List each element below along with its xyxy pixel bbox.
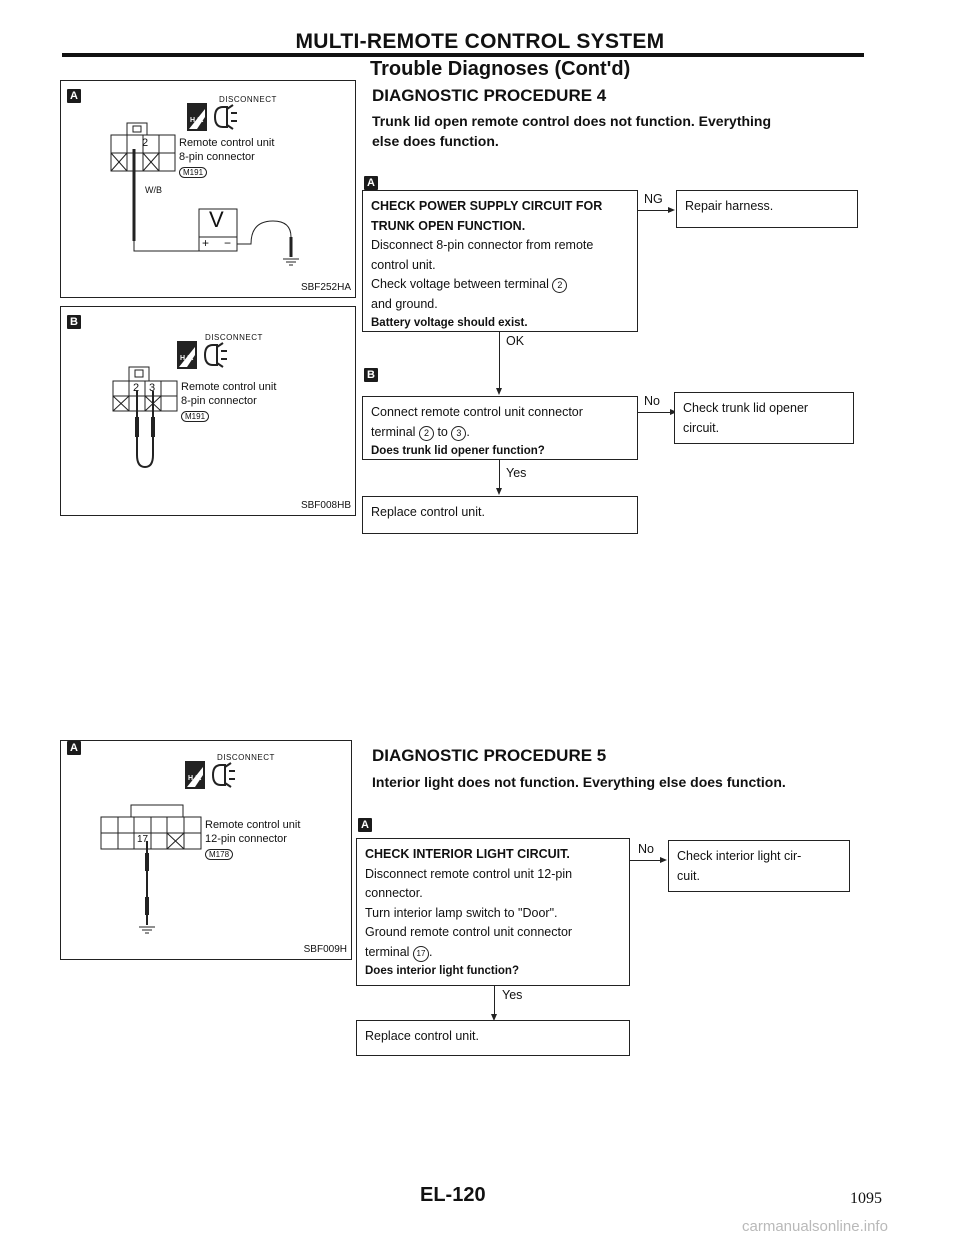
connector-diagram	[101, 805, 201, 849]
figure-1-diagram	[61, 81, 355, 297]
unplug-icon	[213, 763, 235, 787]
hs-label: H.S.	[190, 117, 204, 124]
plus-terminal: +	[202, 236, 210, 250]
pin-number-b: 3	[149, 382, 156, 394]
watermark: carmanualsonline.info	[742, 1218, 888, 1235]
no-label: No	[638, 842, 654, 856]
ng-arrow	[668, 207, 675, 213]
ok-arrow	[496, 388, 502, 395]
step-expectation: Battery voltage should exist.	[371, 317, 528, 329]
step-line1: Disconnect 8-pin connector from remote	[371, 238, 594, 252]
check-interior-light-box	[668, 840, 850, 892]
ground-wire	[139, 841, 155, 933]
minus-terminal: −	[224, 236, 232, 250]
no-connector	[638, 412, 670, 413]
figure-badge: B	[67, 315, 81, 329]
procedure-5-title: DIAGNOSTIC PROCEDURE 5	[372, 746, 607, 765]
section-title: Trouble Diagnoses (Cont'd)	[370, 58, 631, 80]
connector-name-line1: Remote control unit	[179, 137, 275, 149]
step-line2: connector.	[365, 886, 423, 900]
step-question: Does interior light function?	[365, 965, 519, 977]
yes-connector	[494, 986, 495, 1014]
step-line5: terminal 17 .	[365, 943, 621, 963]
step-b-line1: Connect remote control unit connector	[371, 405, 583, 419]
step-a-check-box	[356, 838, 630, 986]
procedure-5-description: Interior light does not function. Everything else does function.	[372, 774, 786, 790]
figure-code: SBF252HA	[300, 282, 351, 293]
step-line4: Ground remote control unit connector	[365, 925, 573, 939]
connector-name-line2: 8-pin connector	[179, 151, 255, 163]
ok-label: OK	[506, 334, 525, 348]
figure-panel-3	[60, 740, 352, 960]
yes-label: Yes	[506, 466, 527, 480]
voltmeter-label: V	[209, 207, 224, 232]
replace-control-unit-box	[356, 1020, 630, 1056]
no-label: No	[644, 394, 660, 408]
terminal-to: 3	[451, 426, 466, 441]
terminal-number: 2	[552, 278, 567, 293]
figure-panel-2	[60, 306, 356, 516]
replace-control-unit-box	[362, 496, 638, 534]
repair-harness-box	[676, 190, 858, 228]
no-arrow	[660, 857, 667, 863]
procedure-4-title: DIAGNOSTIC PROCEDURE 4	[372, 86, 607, 105]
hs-label: H.S.	[180, 355, 194, 362]
connector-code-badge: M191	[179, 167, 207, 178]
connector-diagram	[113, 367, 177, 411]
figure-code: SBF009H	[303, 944, 347, 955]
connector-name-line2: 8-pin connector	[181, 395, 257, 407]
hs-label: H.S.	[188, 775, 202, 782]
yes-label: Yes	[502, 988, 523, 1002]
step-line4: and ground.	[371, 296, 438, 311]
ng-result: Repair harness.	[685, 199, 774, 213]
disconnect-label: DISCONNECT	[219, 95, 277, 104]
figure-panel-1	[60, 80, 356, 298]
yes-arrow	[496, 488, 502, 495]
step-line3: Turn interior lamp switch to "Door".	[365, 905, 558, 920]
step-b-line2-mid: to	[437, 424, 448, 439]
pin-number: 2	[142, 137, 149, 149]
step-a-check-box	[362, 190, 638, 332]
yes-result: Replace control unit.	[365, 1029, 479, 1043]
step-line1: Disconnect remote control unit 12-pin	[365, 866, 573, 881]
page-code: EL-120	[420, 1184, 486, 1206]
connector-code-badge: M191	[181, 411, 209, 422]
figure-badge: A	[67, 741, 81, 755]
step-line3-prefix: Check voltage between terminal	[371, 277, 549, 291]
page-header-title: MULTI-REMOTE CONTROL SYSTEM	[295, 30, 665, 53]
disconnect-label: DISCONNECT	[217, 753, 275, 762]
wire-color-label: W/B	[145, 185, 162, 195]
ng-label: NG	[644, 192, 663, 206]
disconnect-label: DISCONNECT	[205, 333, 263, 342]
terminal-number: 17	[413, 946, 429, 962]
ok-connector	[499, 332, 500, 388]
ng-connector	[638, 210, 668, 211]
step-b-line2-prefix: terminal	[371, 424, 416, 439]
no-result-line2: circuit.	[683, 420, 720, 435]
unplug-icon	[215, 105, 237, 129]
step-badge-b: B	[364, 368, 378, 382]
no-connector	[630, 860, 660, 861]
connector-code-badge: M178	[205, 849, 233, 860]
step-badge-a: A	[364, 176, 378, 190]
terminal-from: 2	[419, 426, 434, 441]
step-b-question: Does trunk lid opener function?	[371, 445, 545, 457]
pin-number: 17	[137, 834, 149, 845]
check-trunk-opener-box	[674, 392, 854, 444]
no-result-line1: Check trunk lid opener	[683, 401, 809, 415]
connector-name-line1: Remote control unit	[181, 381, 277, 393]
pin-number-a: 2	[133, 382, 140, 394]
step-heading: CHECK INTERIOR LIGHT CIRCUIT.	[365, 847, 570, 861]
figure-code: SBF008HB	[300, 500, 351, 511]
step-line5-prefix: terminal	[365, 944, 410, 959]
connector-name-line1: Remote control unit	[205, 819, 301, 831]
procedure-4-description-line1: Trunk lid open remote control does not function. Everything	[372, 113, 772, 129]
figure-badge: A	[67, 89, 81, 103]
yes-result: Replace control unit.	[371, 505, 485, 519]
yes-connector	[499, 460, 500, 488]
step-line3	[371, 275, 629, 295]
page-number: 1095	[850, 1190, 882, 1207]
step-b-check-box	[362, 396, 638, 460]
step-b-line2: terminal 2 to 3 .	[371, 424, 470, 439]
connector-name-line2: 12-pin connector	[205, 833, 287, 845]
step-heading-line2: TRUNK OPEN FUNCTION.	[371, 218, 526, 233]
header-rule	[62, 53, 864, 57]
unplug-icon	[205, 343, 227, 367]
step-heading-line1: CHECK POWER SUPPLY CIRCUIT FOR	[371, 199, 603, 213]
step-badge-a: A	[358, 818, 372, 832]
no-result-line2: cuit.	[677, 868, 700, 883]
procedure-4-description-line2: else does function.	[372, 133, 499, 149]
step-line2: control unit.	[371, 257, 436, 272]
no-result-line1: Check interior light cir-	[677, 849, 802, 863]
